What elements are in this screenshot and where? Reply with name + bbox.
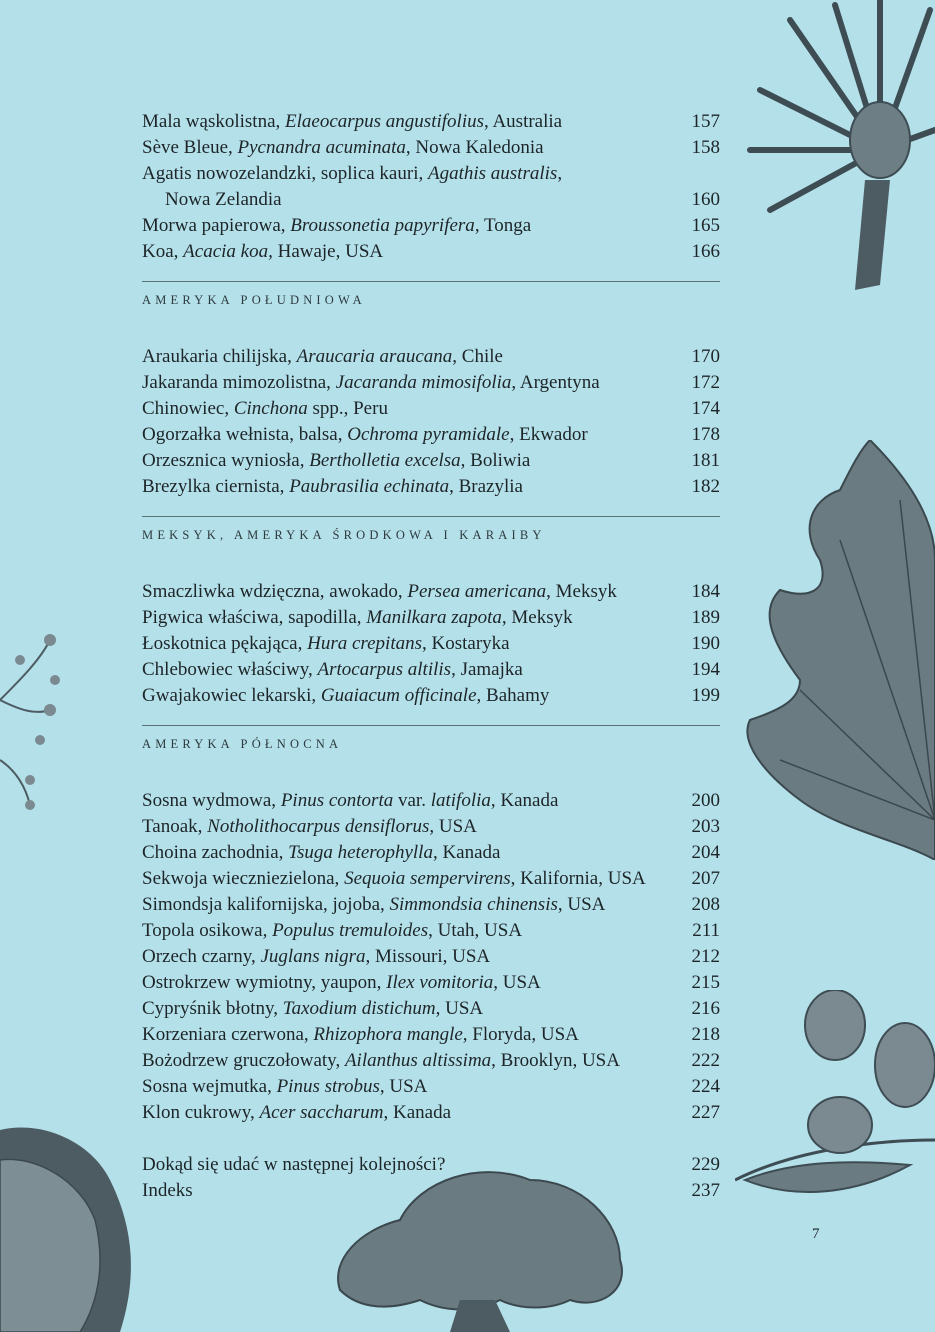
toc-entry-title: [142, 109, 562, 135]
entry-text: , Nowa Kaledonia: [405, 137, 544, 158]
toc-entry-page: 194: [691, 659, 720, 680]
toc-entry[interactable]: [142, 1178, 720, 1204]
entry-text: Orzesznica wyniosła,: [142, 450, 310, 471]
toc-entry-title: [142, 1100, 451, 1126]
toc-entry[interactable]: [142, 579, 720, 605]
toc-entry-page: 172: [691, 372, 720, 393]
entry-text: Nowa Zelandia: [165, 189, 282, 210]
entry-text: Dokąd się udać w następnej kolejności?: [142, 1154, 446, 1175]
toc-entry[interactable]: [142, 970, 720, 996]
toc-entry-page: 227: [691, 1102, 720, 1123]
toc-entry-title: [142, 344, 503, 370]
toc-entry-title: [142, 448, 530, 474]
toc-entry-title: [142, 605, 573, 631]
toc-entry[interactable]: [142, 135, 720, 161]
entry-text: Cypryśnik błotny,: [142, 998, 283, 1019]
entry-text: Topola osikowa,: [142, 920, 273, 941]
entry-text: , USA: [557, 894, 606, 915]
toc-entry-title: [142, 944, 490, 970]
toc-entry[interactable]: [142, 788, 720, 814]
latin-name: Hura crepitans: [307, 633, 422, 654]
entry-text: , Kanada: [490, 790, 559, 811]
entry-text: Jakaranda mimozolistna,: [142, 372, 336, 393]
toc-entry[interactable]: [142, 422, 720, 448]
toc-entry[interactable]: [142, 109, 720, 135]
toc-entry-title: [142, 814, 477, 840]
toc-entry-title: [142, 239, 383, 265]
latin-name: Cinchona: [233, 398, 308, 419]
entry-text: Chlebowiec właściwy,: [142, 659, 318, 680]
toc-entry-title: [142, 161, 562, 187]
entry-text: Simondsja kalifornijska, jojoba,: [142, 894, 390, 915]
section-heading: MEKSYK, AMERYKA ŚRODKOWA I KARAIBY: [142, 528, 546, 542]
tree-stump-illustration: [0, 1120, 140, 1332]
latin-name: Ailanthus altissima: [344, 1050, 492, 1071]
toc-entry[interactable]: [142, 605, 720, 631]
section-heading: AMERYKA PÓŁNOCNA: [142, 737, 343, 751]
entry-text: Gwajakowiec lekarski,: [142, 685, 321, 706]
toc-entry-page: 218: [691, 1024, 720, 1045]
toc-entry-page: 184: [691, 581, 720, 602]
entry-text: , Australia: [484, 111, 563, 132]
latin-name: Jacaranda mimosifolia: [335, 372, 512, 393]
toc-entry[interactable]: [142, 396, 720, 422]
toc-entry-page: 222: [691, 1050, 720, 1071]
latin-name: Broussonetia papyrifera: [290, 215, 475, 236]
toc-entry-title: [142, 631, 510, 657]
entry-text: , Floryda, USA: [462, 1024, 579, 1045]
toc-entry[interactable]: [142, 892, 720, 918]
toc-entry[interactable]: [142, 918, 720, 944]
latin-name: Agathis australis: [427, 163, 558, 184]
latin-name: Ochroma pyramidale: [347, 424, 510, 445]
toc-entry-title: [142, 970, 541, 996]
entry-text: Tanoak,: [142, 816, 208, 837]
toc-entry[interactable]: [142, 1074, 720, 1100]
table-of-contents: [142, 109, 720, 1204]
entry-text: , Bahamy: [476, 685, 550, 706]
toc-entry[interactable]: [142, 631, 720, 657]
toc-entry[interactable]: [142, 370, 720, 396]
toc-entry-page: 224: [691, 1076, 720, 1097]
latin-name: Tsuga heterophylla: [288, 842, 433, 863]
latin-name: Pinus contorta: [280, 790, 394, 811]
entry-text: Smaczliwka wdzięczna, awokado,: [142, 581, 408, 602]
fig-leaf-illustration: [740, 440, 935, 860]
toc-entry[interactable]: [142, 683, 720, 709]
latin-name: Sequoia sempervirens: [344, 868, 511, 889]
toc-entry-title: [142, 370, 600, 396]
toc-entry-title: [142, 918, 522, 944]
toc-entry-page: 237: [691, 1180, 720, 1201]
toc-entry-page: 229: [691, 1154, 720, 1175]
toc-entry-title: [142, 657, 523, 683]
toc-entry-title: [142, 1048, 620, 1074]
toc-entry-title: [142, 422, 588, 448]
toc-entry[interactable]: [142, 239, 720, 265]
toc-entry-title: [142, 788, 558, 814]
entry-text: Pigwica właściwa, sapodilla,: [142, 607, 367, 628]
toc-entry-title: [142, 892, 605, 918]
entry-text: Indeks: [142, 1180, 193, 1201]
entry-text: , USA: [379, 1076, 428, 1097]
entry-text: , USA: [435, 998, 484, 1019]
toc-entry-page: 203: [691, 816, 720, 837]
entry-text: , Kanada: [432, 842, 501, 863]
entry-text: Sosna wydmowa,: [142, 790, 281, 811]
toc-entry[interactable]: [142, 161, 720, 187]
entry-text: , Missouri, USA: [365, 946, 491, 967]
entry-text: Orzech czarny,: [142, 946, 261, 967]
toc-entry-title: [142, 213, 531, 239]
toc-entry-page: 190: [691, 633, 720, 654]
entry-text: Araukaria chilijska,: [142, 346, 297, 367]
toc-entry-page: 207: [691, 868, 720, 889]
toc-entry[interactable]: [142, 866, 720, 892]
toc-entry[interactable]: [142, 1022, 720, 1048]
entry-text: ,: [557, 163, 563, 184]
toc-entry-title: [142, 840, 500, 866]
entry-text: Sève Bleue,: [142, 137, 238, 158]
latin-name: Araucaria araucana: [296, 346, 453, 367]
entry-text: Klon cukrowy,: [142, 1102, 260, 1123]
toc-entry-page: 181: [691, 450, 720, 471]
toc-entry-page: 216: [691, 998, 720, 1019]
entry-text: Sosna wejmutka,: [142, 1076, 277, 1097]
entry-text: , Utah, USA: [428, 920, 523, 941]
latin-name: Pinus strobus: [276, 1076, 380, 1097]
entry-text: Łoskotnica pękająca,: [142, 633, 308, 654]
entry-text: , USA: [493, 972, 541, 993]
toc-entry[interactable]: [142, 657, 720, 683]
toc-entry-title: [142, 1152, 445, 1178]
toc-entry-page: 204: [691, 842, 720, 863]
toc-entry-title: [142, 474, 523, 500]
toc-entry-title: [142, 135, 544, 161]
entry-text: , Argentyna: [511, 372, 600, 393]
entry-text: var.: [393, 790, 431, 811]
toc-entry-title: [142, 579, 617, 605]
entry-text: , Ekwador: [509, 424, 588, 445]
toc-entry-page: 158: [691, 137, 720, 158]
entry-text: , Jamajka: [451, 659, 523, 680]
latin-name: Bertholletia excelsa: [309, 450, 461, 471]
latin-name: Notholithocarpus densiflorus: [207, 816, 430, 837]
toc-entry-title: [142, 187, 282, 213]
latin-name: latifolia: [430, 790, 491, 811]
toc-entry-page: 178: [691, 424, 720, 445]
toc-entry[interactable]: [142, 344, 720, 370]
entry-text: Choina zachodnia,: [142, 842, 289, 863]
toc-entry-title: [142, 866, 646, 892]
toc-entry-page: 157: [691, 111, 720, 132]
toc-entry-page: 182: [691, 476, 720, 497]
entry-text: Ostrokrzew wymiotny, yaupon,: [142, 972, 387, 993]
toc-entry[interactable]: [142, 944, 720, 970]
entry-text: , Kanada: [383, 1102, 452, 1123]
entry-text: , USA: [429, 816, 477, 837]
entry-text: Bożodrzew gruczołowaty,: [142, 1050, 345, 1071]
toc-entry-title: [142, 996, 483, 1022]
entry-text: Korzeniara czerwona,: [142, 1024, 314, 1045]
latin-name: Pycnandra acuminata: [237, 137, 406, 158]
toc-entry-page: 211: [692, 920, 720, 941]
pine-cone-branch-illustration: [730, 0, 935, 300]
latin-name: Persea americana: [407, 581, 547, 602]
toc-entry-title: [142, 1074, 427, 1100]
entry-text: Agatis nowozelandzki, soplica kauri,: [142, 163, 428, 184]
toc-entry[interactable]: [142, 187, 720, 213]
toc-entry-title: [142, 683, 549, 709]
flower-cluster-illustration: [0, 620, 70, 820]
entry-text: Sekwoja wieczniezielona,: [142, 868, 345, 889]
toc-entry[interactable]: [142, 213, 720, 239]
entry-text: Mala wąskolistna,: [142, 111, 286, 132]
entry-text: , Meksyk: [546, 581, 617, 602]
toc-entry[interactable]: [142, 840, 720, 866]
toc-entry-page: 160: [691, 189, 720, 210]
entry-text: , Meksyk: [501, 607, 573, 628]
latin-name: Taxodium distichum: [282, 998, 436, 1019]
toc-entry-title: [142, 1022, 579, 1048]
entry-text: , Brooklyn, USA: [491, 1050, 620, 1071]
entry-text: Chinowiec,: [142, 398, 234, 419]
latin-name: Manilkara zapota: [366, 607, 502, 628]
entry-text: Koa,: [142, 241, 184, 262]
page-number: 7: [812, 1226, 820, 1242]
toc-entry[interactable]: [142, 1100, 720, 1126]
eucalyptus-leaves-illustration: [735, 990, 935, 1210]
entry-text: , Brazylia: [449, 476, 523, 497]
toc-entry-page: 170: [691, 346, 720, 367]
toc-entry-page: 208: [691, 894, 720, 915]
entry-text: Ogorzałka wełnista, balsa,: [142, 424, 348, 445]
entry-text: , Tonga: [474, 215, 532, 236]
toc-entry[interactable]: [142, 996, 720, 1022]
latin-name: Juglans nigra: [260, 946, 366, 967]
latin-name: Simmondsia chinensis: [389, 894, 558, 915]
toc-entry-title: [142, 1178, 193, 1204]
entry-text: Morwa papierowa,: [142, 215, 291, 236]
latin-name: Paubrasilia echinata: [289, 476, 450, 497]
entry-text: spp., Peru: [307, 398, 388, 419]
entry-text: Brezylka ciernista,: [142, 476, 290, 497]
entry-text: Hawaje, USA: [272, 241, 384, 262]
section-heading: AMERYKA POŁUDNIOWA: [142, 293, 366, 307]
entry-text: , Boliwia: [460, 450, 531, 471]
toc-entry[interactable]: [142, 474, 720, 500]
entry-text: , Kalifornia, USA: [510, 868, 646, 889]
toc-entry-page: 212: [691, 946, 720, 967]
toc-entry[interactable]: [142, 1152, 720, 1178]
toc-entry-page: 166: [691, 241, 720, 262]
toc-entry[interactable]: [142, 814, 720, 840]
toc-entry-title: [142, 396, 388, 422]
toc-entry-page: 199: [691, 685, 720, 706]
latin-name: Guaiacum officinale: [320, 685, 477, 706]
latin-name: Ilex vomitoria: [386, 972, 494, 993]
toc-entry[interactable]: [142, 448, 720, 474]
latin-name: Rhizophora mangle: [313, 1024, 463, 1045]
toc-entry-page: 189: [691, 607, 720, 628]
toc-entry-page: 165: [691, 215, 720, 236]
entry-text: , Kostaryka: [422, 633, 510, 654]
latin-name: Acacia koa,: [183, 241, 273, 262]
toc-entry-page: 174: [691, 398, 720, 419]
toc-entry-page: 215: [691, 972, 720, 993]
toc-entry-page: 200: [691, 790, 720, 811]
latin-name: Acer saccharum: [259, 1102, 384, 1123]
latin-name: Artocarpus altilis: [317, 659, 452, 680]
latin-name: Populus tremuloides: [272, 920, 429, 941]
latin-name: Elaeocarpus angustifolius: [285, 111, 484, 132]
toc-entry[interactable]: [142, 1048, 720, 1074]
entry-text: , Chile: [452, 346, 503, 367]
